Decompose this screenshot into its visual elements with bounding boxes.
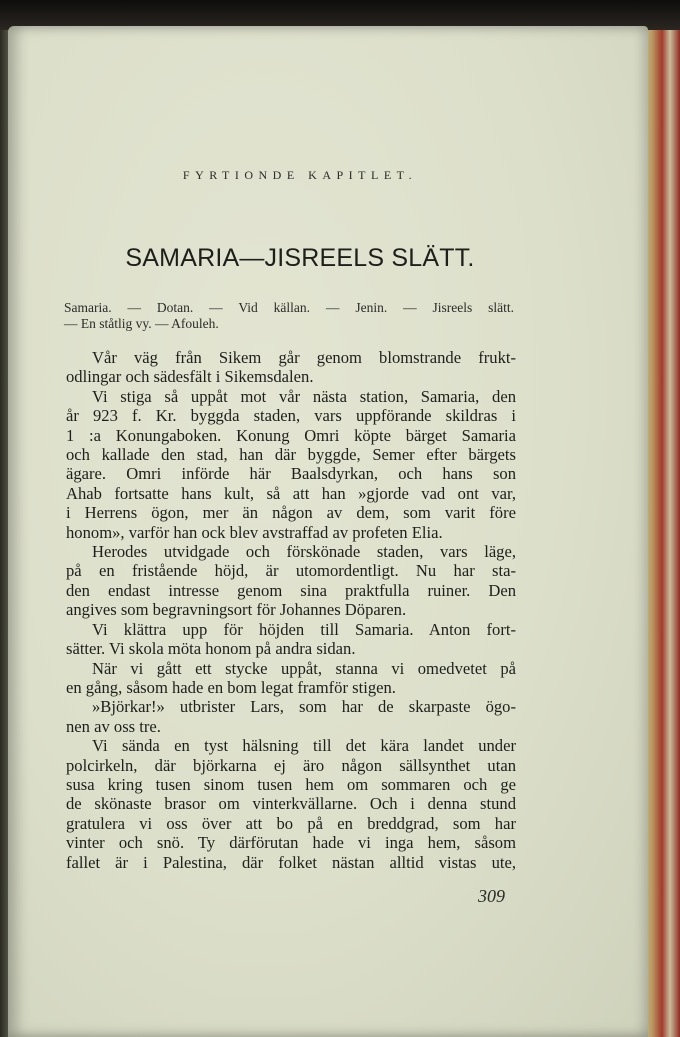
chapter-title: SAMARIA—JISREELS SLÄTT. (125, 244, 475, 272)
body-line: de skönaste brasor om vinterkvällarne. Och i denna stund (66, 794, 516, 814)
body-line: Vi klättra upp för höjden till Samaria. Anton fort- (92, 619, 516, 639)
body-line: susa kring tusen sinom tusen hem om sommaren och ge (66, 774, 516, 794)
body-line: och kallade den stad, han där byggde, Semer efter bärgets (66, 445, 516, 465)
body-line: fallet är i Palestina, där folket nästan alltid vistas ute, (66, 852, 516, 872)
body-line: odlingar och sädesfält i Sikemsdalen. (66, 367, 314, 387)
body-line: nen av oss tre. (66, 716, 161, 736)
body-line: ägare. Omri införde här Baalsdyrkan, och hans son (66, 464, 516, 484)
summary-line-2: — En ståtlig vy. — Afouleh. (64, 316, 219, 331)
body-line: Ahab fortsatte hans kult, så att han »gjorde vad ont var, (66, 483, 516, 503)
body-line: Herodes utvidgade och förskönade staden, vars läge, (92, 542, 516, 562)
chapter-summary (64, 300, 514, 332)
body-line: polcirkeln, där björkarna ej äro någon sällsynthet utan (66, 755, 516, 775)
body-line: Vår väg från Sikem går genom blomstrande frukt- (92, 348, 516, 367)
body-line: år 923 f. Kr. byggda staden, vars uppförande skildras i (66, 406, 516, 426)
body-line: sätter. Vi skola möta honom på andra sidan. (66, 639, 356, 659)
body-line: gratulera vi oss över att bo på en breddgrad, som har (66, 813, 516, 833)
body-line: på en fristående höjd, är utomordentligt. Nu har sta- (66, 561, 516, 581)
body-line: den endast intresse genom sina praktfulla ruiner. Den (66, 580, 516, 600)
body-line: honom», varför han ock blev avstraffad av profeten Elia. (66, 522, 443, 542)
body-line: 1 :a Konungaboken. Konung Omri köpte bärget Samaria (66, 425, 516, 445)
body-line: Vi sända en tyst hälsning till det kära landet under (92, 736, 516, 756)
body-line: När vi gått ett stycke uppåt, stanna vi omedvetet på (92, 658, 516, 678)
summary-line-1: Samaria. — Dotan. — Vid källan. — Jenin. — Jisreels slätt. (64, 300, 514, 315)
body-line: i Herrens ögon, mer än någon av dem, som varit före (66, 503, 516, 523)
body-text (66, 348, 516, 872)
body-line: »Björkar!» utbrister Lars, som har de skarpaste ögo- (92, 697, 516, 717)
body-line: en gång, såsom hade en bom legat framför stigen. (66, 677, 396, 697)
body-line: Vi stiga så uppåt mot vår nästa station, Samaria, den (92, 386, 516, 406)
chapter-label: FYRTIONDE KAPITLET. (182, 168, 418, 182)
body-line: vinter och snö. Ty därförutan hade vi inga hem, såsom (66, 833, 516, 853)
page-number: 309 (478, 886, 505, 906)
body-line: angives som begravningsort för Johannes Döparen. (66, 600, 407, 620)
book-page (8, 26, 648, 1037)
